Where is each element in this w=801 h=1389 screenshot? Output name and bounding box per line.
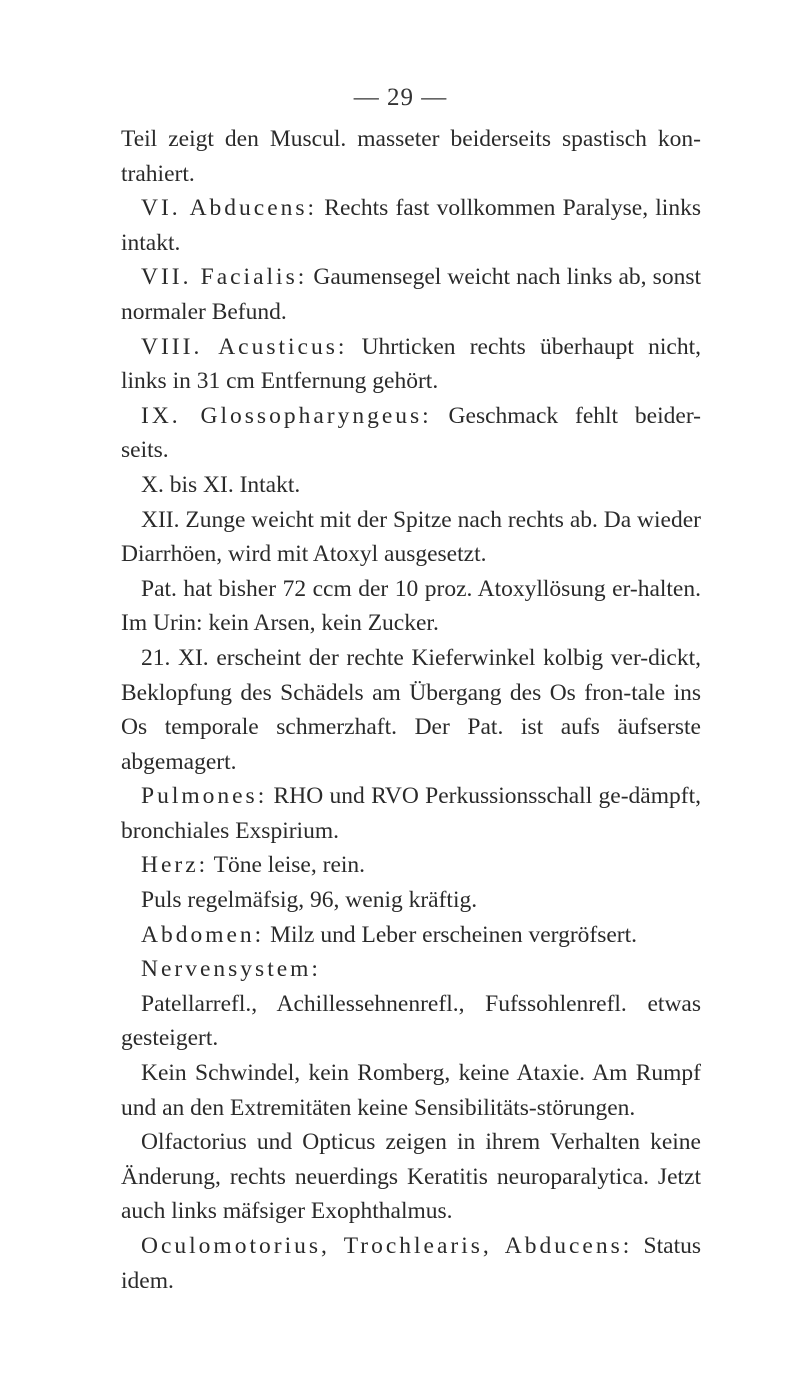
paragraph-lead: Nervensystem: [141, 956, 321, 983]
paragraph [121, 468, 701, 503]
paragraph-text: RHO und RVO Perkussionsschall ge-dämpft, bronchiales Exspirium. [121, 783, 701, 844]
paragraph-lead: Herz: [141, 852, 209, 879]
paragraph-lead: Abdomen: [141, 921, 265, 948]
paragraph [121, 883, 701, 918]
paragraph-text: Kein Schwindel, kein Romberg, keine Ataxie. Am Rumpf und an den Extremitäten keine Sensibilitäts-störungen. [121, 1060, 701, 1121]
paragraph-text: XII. Zunge weicht mit der Spitze nach rechts ab. Da wieder Diarrhöen, wird mit Atoxyl ausgesetzt. [121, 506, 701, 568]
paragraph [121, 330, 701, 399]
paragraph [121, 191, 701, 260]
paragraph-lead: VIII. Acusticus: [141, 333, 348, 360]
paragraph-text: Geschmack fehlt beider-seits. [121, 402, 701, 464]
paragraph [121, 918, 701, 953]
page-number: — 29 — [353, 84, 448, 111]
paragraph-lead: VI. Abducens: [141, 195, 318, 222]
paragraph [121, 1056, 701, 1125]
paragraph [121, 1229, 701, 1298]
paragraph-text: Status idem. [121, 1233, 701, 1294]
paragraph-lead: Oculomotorius, Trochlearis, Abducens: [141, 1233, 633, 1259]
body-text [121, 122, 701, 1298]
paragraph-text: Pat. hat bisher 72 ccm der 10 proz. Atoxyllösung er-halten. Im Urin: kein Arsen, kein Zucker. [121, 575, 701, 637]
paragraph [121, 122, 701, 191]
paragraph-text: Töne leise, rein. [208, 852, 366, 879]
paragraph-lead: VII. Facialis: [141, 264, 308, 291]
paragraph [121, 779, 701, 848]
paragraph-text: Rechts fast vollkommen Paralyse, links intakt. [121, 195, 701, 256]
paragraph-text: X. bis XI. Intakt. [141, 471, 301, 498]
paragraph [121, 641, 701, 779]
paragraph-text: Olfactorius und Opticus zeigen in ihrem Verhalten keine Änderung, rechts neuerdings Keratitis neuroparalytica. Jetzt auch links mäfsiger Exophthalmus. [121, 1129, 701, 1225]
paragraph-text: Puls regelmäfsig, 96, wenig kräftig. [141, 887, 478, 914]
paragraph [121, 260, 701, 329]
paragraph-lead: IX. Glossopharyngeus: [141, 402, 432, 429]
paragraph [121, 848, 701, 883]
paragraph-lead: Pulmones: [141, 783, 268, 810]
paragraph-text: 21. XI. erscheint der rechte Kieferwinkel kolbig ver-dickt, Beklopfung des Schädels am Übergang des Os fron-tale ins Os temporale schmerzhaft. Der Pat. ist aufs äufserste abgemagert. [121, 644, 701, 775]
paragraph [121, 987, 701, 1056]
paragraph [121, 399, 701, 468]
paragraph [121, 572, 701, 641]
paragraph-text: Uhrticken rechts überhaupt nicht, links in 31 cm Entfernung gehört. [121, 333, 701, 395]
paragraph [121, 1125, 701, 1229]
paragraph [121, 952, 701, 987]
paragraph [121, 503, 701, 572]
paragraph-text: Gaumensegel weicht nach links ab, sonst normaler Befund. [121, 264, 701, 325]
paragraph-text: Milz und Leber erscheinen vergröfsert. [264, 921, 638, 948]
paragraph-text: Teil zeigt den Muscul. masseter beiderseits spastisch kon-trahiert. [121, 126, 701, 187]
paragraph-text: Patellarrefl., Achillessehnenrefl., Fufssohlenrefl. etwas gesteigert. [121, 990, 701, 1052]
